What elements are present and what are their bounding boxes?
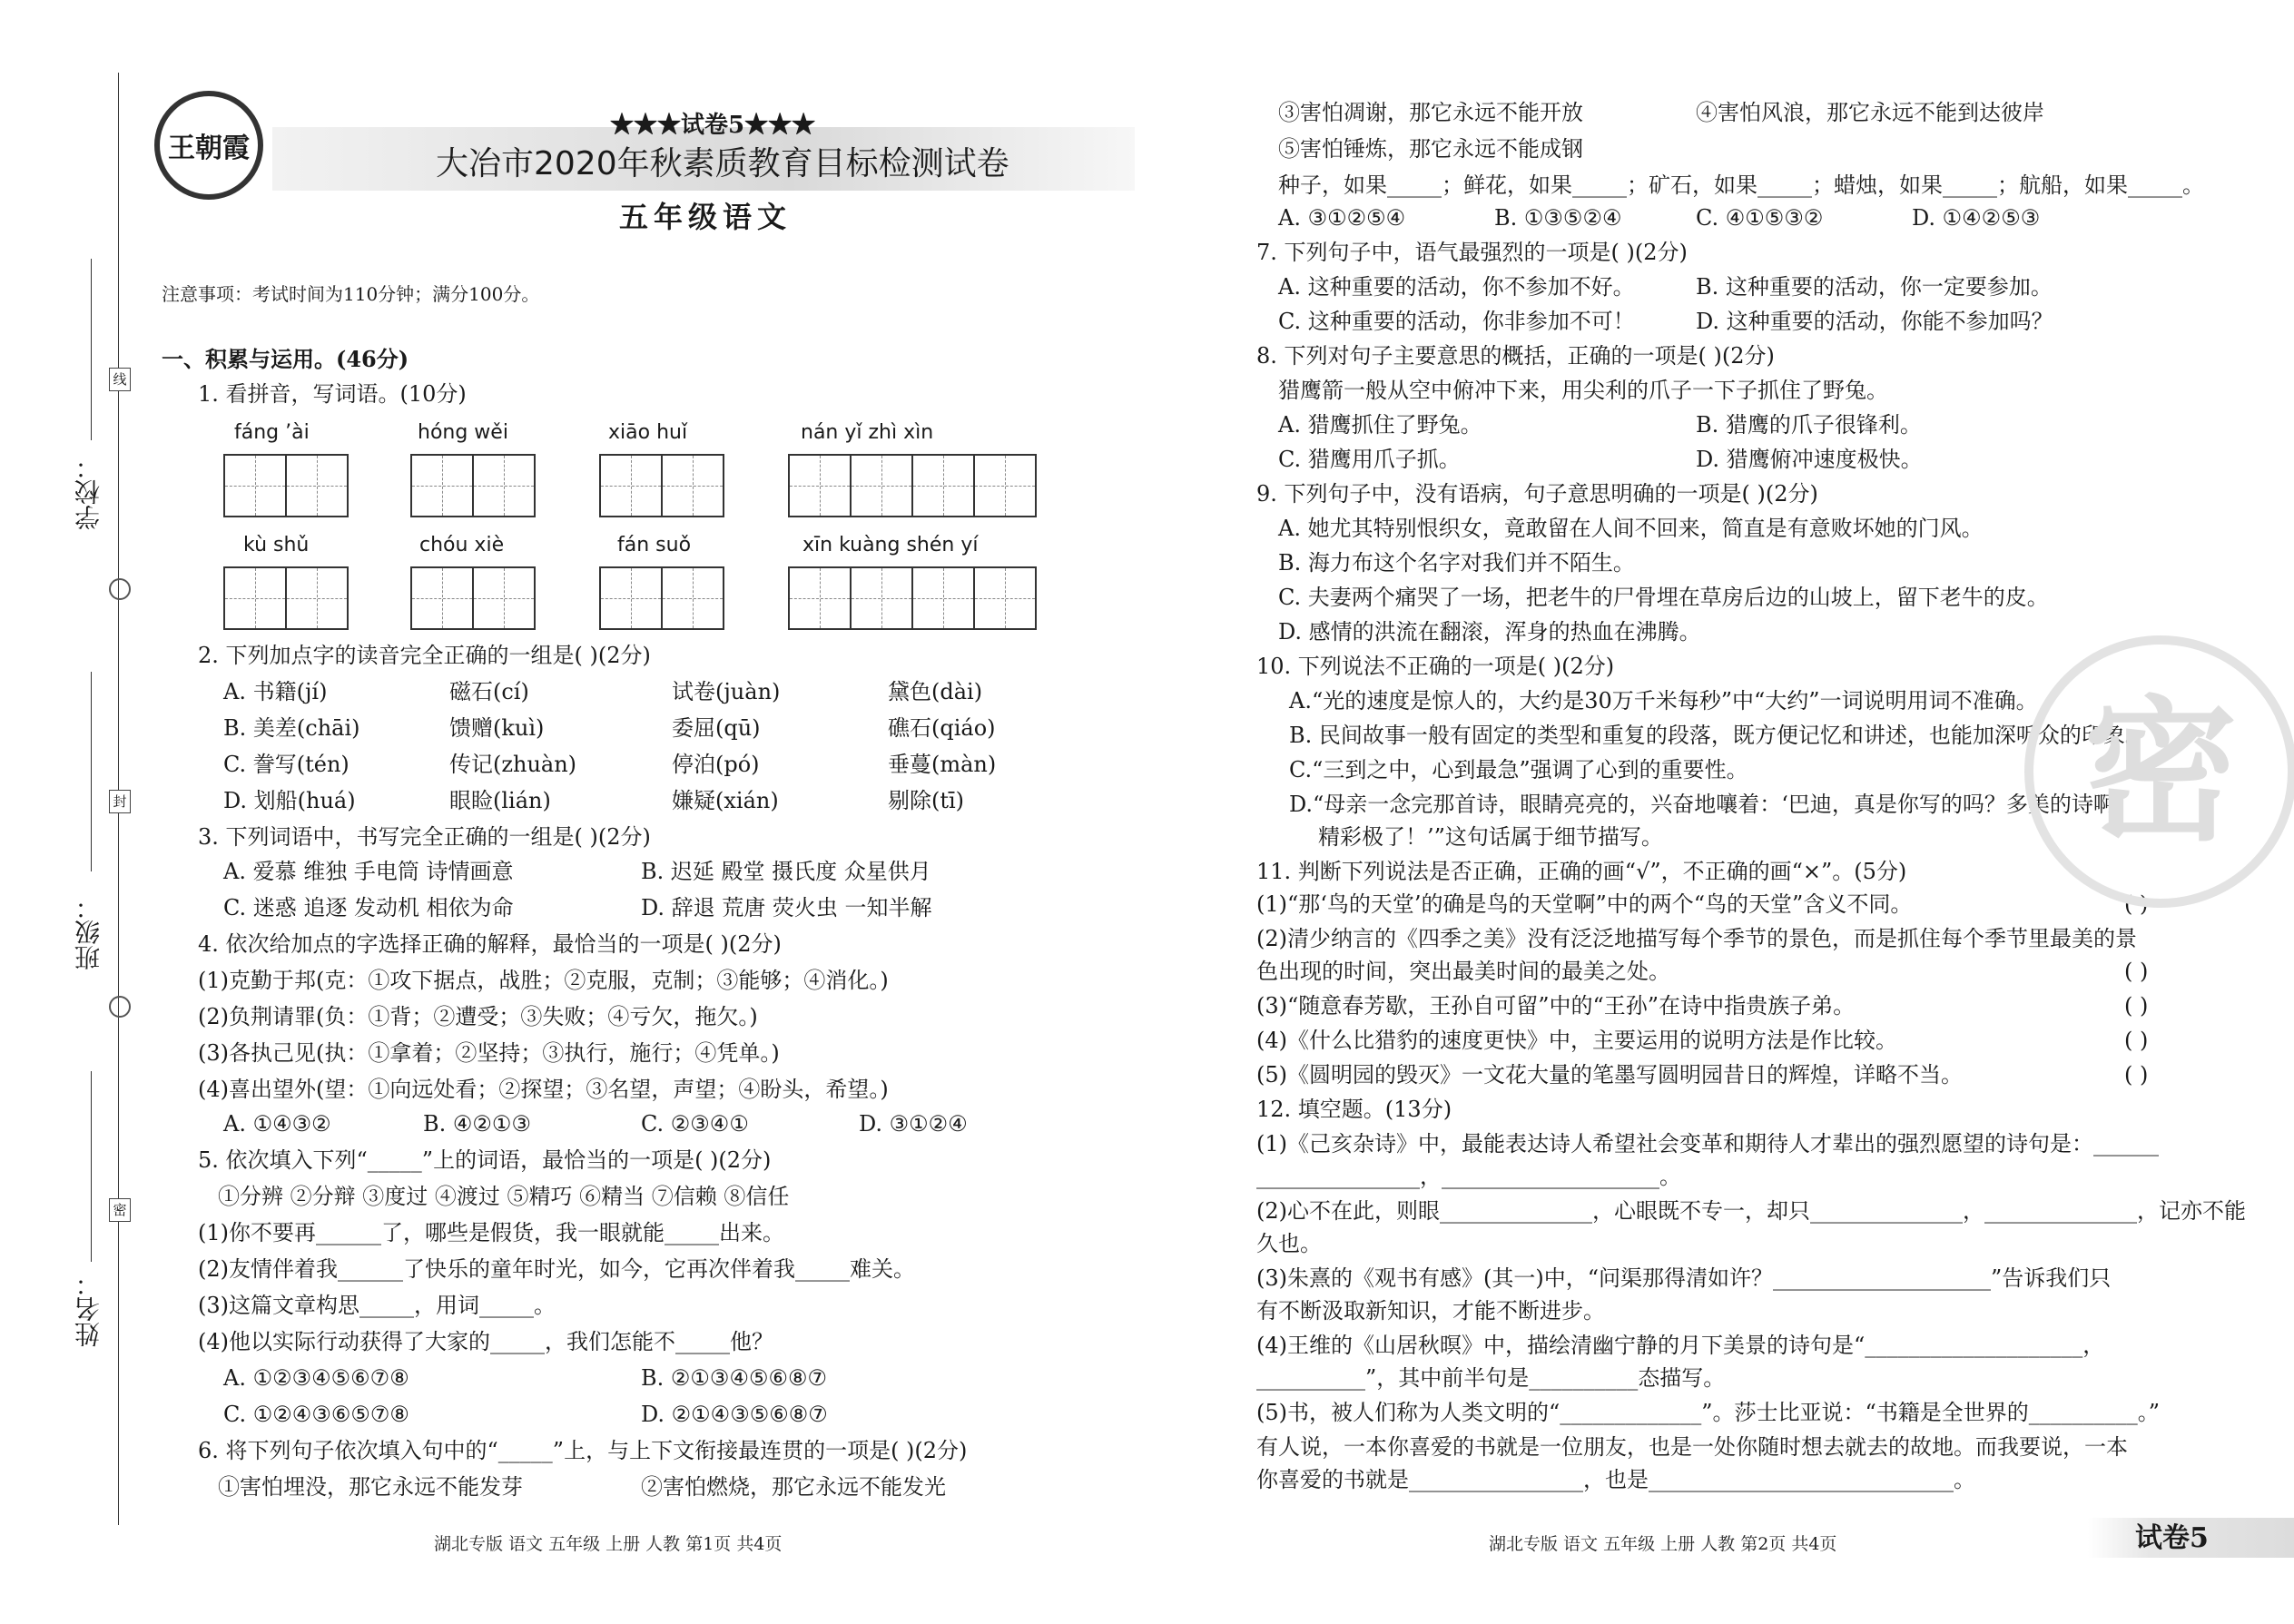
- school-field[interactable]: [91, 259, 92, 440]
- pinyin: fáng ’ài: [234, 421, 310, 444]
- answer-grid[interactable]: [410, 566, 536, 630]
- q2-option: 礁石(qiáo): [888, 715, 996, 741]
- q12-line[interactable]: _______________，____________________。: [1256, 1164, 1681, 1189]
- q11-bracket[interactable]: ( ): [2124, 1028, 2149, 1053]
- q2-option: A. 书籍(jí): [223, 679, 328, 704]
- q12-line[interactable]: (3)朱熹的《观书有感》(其一)中，“问渠那得清如许？____________________”告诉我们只: [1256, 1265, 2112, 1291]
- pinyin: hóng wěi: [418, 421, 508, 444]
- q12-line[interactable]: __________”，其中前半句是__________态描写。: [1256, 1365, 1726, 1391]
- q4-item: (2)负荆请罪(负：①背；②遭受；③失败；④亏欠，拖欠。): [198, 1004, 758, 1029]
- q6-sentence-5: ⑤害怕锤炼，那它永远不能成钢: [1278, 136, 1583, 162]
- q11-item: (3)“随意春芳歇，王孙自可留”中的“王孙”在诗中指贵族子弟。: [1256, 993, 1856, 1019]
- q2-option: C. 誊写(tén): [223, 752, 350, 777]
- q6-fill-sentence: 种子，如果_____；鲜花，如果_____；矿石，如果_____；蜡烛，如果_____；航船，如果_____。: [1278, 172, 2204, 198]
- q2-option: 嫌疑(xián): [672, 788, 779, 813]
- name-field[interactable]: [91, 1071, 92, 1262]
- q5-item: (1)你不要再______了，哪些是假货，我一眼就能_____出来。: [198, 1220, 784, 1245]
- school-label: 学校：: [74, 454, 103, 530]
- q11-bracket[interactable]: ( ): [2124, 1062, 2149, 1088]
- q2-title: 2. 下列加点字的读音完全正确的一组是( )(2分): [198, 643, 651, 668]
- pinyin: xīn kuàng shén yí: [802, 534, 979, 556]
- q9-option: B. 海力布这个名字对我们并不陌生。: [1278, 550, 1635, 576]
- q2-option: 停泊(pó): [672, 752, 760, 777]
- q11-item: (2)清少纳言的《四季之美》没有泛泛地描写每个季节的景色，而是抓住每个季节里最美的景: [1256, 926, 2137, 951]
- pinyin: kù shǔ: [243, 534, 310, 556]
- mark-feng: 封: [109, 790, 131, 813]
- q7-option-d: D. 这种重要的活动，你能不参加吗？: [1696, 309, 2053, 334]
- q2-option: 试卷(juàn): [672, 679, 781, 704]
- q11-bracket[interactable]: ( ): [2124, 891, 2149, 917]
- logo-text: 王朝霞: [168, 133, 250, 164]
- q2-option: 委屈(qū): [672, 715, 761, 741]
- q6-option: A. ③①②⑤④: [1278, 205, 1406, 231]
- q4-title: 4. 依次给加点的字选择正确的解释，最恰当的一项是( )(2分): [198, 931, 782, 957]
- footer-right: 湖北专版 语文 五年级 上册 人教 第2页 共4页: [1489, 1534, 1837, 1554]
- pinyin: nán yǐ zhì xìn: [801, 421, 934, 444]
- watermark-seal: [2024, 635, 2294, 908]
- q8-option-b: B. 猎鹰的爪子很锋利。: [1696, 412, 1922, 438]
- hole-icon: [109, 996, 131, 1018]
- answer-grid[interactable]: [788, 566, 1037, 630]
- hole-icon: [109, 578, 131, 600]
- mark-mi: 密: [109, 1198, 131, 1222]
- q4-item: (4)喜出望外(望：①向远处看；②探望；③名望，声望；④盼头，希望。): [198, 1077, 889, 1102]
- name-label: 姓名：: [74, 1271, 103, 1347]
- q12-line[interactable]: (1)《己亥杂诗》中，最能表达诗人希望社会变革和期待人才辈出的强烈愿望的诗句是：______: [1256, 1131, 2159, 1156]
- q8-option-a: A. 猎鹰抓住了野兔。: [1278, 412, 1482, 438]
- q4-option: B. ④②①③: [423, 1111, 531, 1137]
- q5-option-a: A. ①②③④⑤⑥⑦⑧: [223, 1365, 409, 1391]
- q12-line: 有人说，一本你喜爱的书就是一位朋友，也是一处你随时想去就去的故地。而我要说，一本: [1256, 1434, 2128, 1460]
- footer-tag: 试卷5: [2135, 1522, 2209, 1554]
- pinyin: chóu xiè: [419, 534, 505, 556]
- class-field[interactable]: [91, 672, 92, 871]
- q10-option-cont: 精彩极了！’”这句话属于细节描写。: [1318, 824, 1663, 850]
- q7-title: 7. 下列句子中，语气最强烈的一项是( )(2分): [1256, 240, 1688, 265]
- pinyin: xiāo huǐ: [608, 421, 688, 444]
- q5-words: ①分辨 ②分辩 ③度过 ④渡过 ⑤精巧 ⑥精当 ⑦信赖 ⑧信任: [218, 1184, 790, 1209]
- q12-line: 有不断汲取新知识，才能不断进步。: [1256, 1298, 1605, 1324]
- q5-item: (3)这篇文章构思_____，用词_____。: [198, 1293, 556, 1318]
- q3-title: 3. 下列词语中，书写完全正确的一组是( )(2分): [198, 824, 651, 850]
- mark-xian: 线: [109, 368, 131, 391]
- q2-option: 黛色(dài): [888, 679, 983, 704]
- q2-option: 眼睑(lián): [449, 788, 551, 813]
- q9-option: A. 她尤其特别恨织女，竟敢留在人间不回来，简直是有意败坏她的门风。: [1278, 516, 1984, 541]
- q2-option: D. 划船(huá): [223, 788, 356, 813]
- logo-seal: [154, 91, 263, 200]
- q10-option: D.“母亲一念完那首诗，眼睛亮亮的，兴奋地嚷着：‘巴迪，真是你写的吗？多美的诗啊！: [1289, 792, 2137, 817]
- q6-sentence-2: ②害怕燃烧，那它永远不能发光: [641, 1474, 946, 1500]
- page-subtitle: 五年级语文: [619, 200, 793, 234]
- q5-option-b: B. ②①③④⑤⑥⑧⑦: [641, 1365, 828, 1391]
- q9-option: C. 夫妻两个痛哭了一场，把老牛的尸骨埋在草房后边的山坡上，留下老牛的皮。: [1278, 585, 2049, 610]
- q12-line[interactable]: (2)心不在此，则眼______________，心眼既不专一，却只______________，______________，记亦不能: [1256, 1198, 2246, 1224]
- q11-bracket[interactable]: ( ): [2124, 993, 2149, 1019]
- q1-title: 1. 看拼音，写词语。(10分): [198, 381, 467, 407]
- answer-grid[interactable]: [223, 454, 349, 517]
- q4-item: (3)各执己见(执：①拿着；②坚持；③执行，施行；④凭单。): [198, 1040, 780, 1066]
- section-1-heading: 一、积累与运用。(46分): [162, 346, 409, 372]
- q8-option-c: C. 猎鹰用爪子抓。: [1278, 447, 1461, 472]
- q10-title: 10. 下列说法不正确的一项是( )(2分): [1256, 654, 1615, 679]
- q4-option: C. ②③④①: [641, 1111, 749, 1137]
- q3-option-a: A. 爱慕 维独 手电筒 诗情画意: [223, 859, 514, 884]
- q4-item: (1)克勤于邦(克：①攻下据点，战胜；②克服，克制；③能够；④消化。): [198, 968, 889, 993]
- q2-option: 磁石(cí): [449, 679, 529, 704]
- q12-line[interactable]: (4)王维的《山居秋暝》中，描绘清幽宁静的月下美景的诗句是“____________________，: [1256, 1333, 2105, 1358]
- q10-option: C.“三到之中，心到最急”强调了心到的重要性。: [1289, 757, 1748, 782]
- q7-option-a: A. 这种重要的活动，你不参加不好。: [1278, 274, 1635, 300]
- q6-sentence-3: ③害怕凋谢，那它永远不能开放: [1278, 100, 1583, 125]
- q11-item: (4)《什么比猎豹的速度更快》中，主要运用的说明方法是作比较。: [1256, 1028, 1897, 1053]
- footer-left: 湖北专版 语文 五年级 上册 人教 第1页 共4页: [434, 1534, 783, 1554]
- q6-option: C. ④①⑤③②: [1696, 205, 1824, 231]
- notice: 注意事项：考试时间为110分钟；满分100分。: [162, 283, 540, 305]
- q6-sentence-4: ④害怕风浪，那它永远不能到达彼岸: [1696, 100, 2044, 125]
- q5-option-d: D. ②①④③⑤⑥⑧⑦: [641, 1402, 828, 1427]
- watermark-text: 密: [2082, 681, 2238, 862]
- answer-grid[interactable]: [223, 566, 349, 630]
- q5-item: (2)友情伴着我______了快乐的童年时光，如今，它再次伴着我_____难关。: [198, 1256, 915, 1282]
- pinyin: fán suǒ: [617, 534, 692, 556]
- q2-option: 馈赠(kuì): [449, 715, 545, 741]
- q8-option-d: D. 猎鹰俯冲速度极快。: [1696, 447, 1923, 472]
- q5-item: (4)他以实际行动获得了大家的_____，我们怎能不_____他？: [198, 1329, 773, 1354]
- q3-option-c: C. 迷惑 追逐 发动机 相依为命: [223, 895, 514, 920]
- q4-option: D. ③①②④: [859, 1111, 968, 1137]
- answer-grid[interactable]: [599, 566, 724, 630]
- q10-option: A.“光的速度是惊人的，大约是30万千米每秒”中“大约”一词说明用词不准确。: [1289, 688, 2038, 714]
- q7-option-c: C. 这种重要的活动，你非参加不可！: [1278, 309, 1635, 334]
- class-label: 班级：: [74, 894, 103, 970]
- q11-item: (5)《圆明园的毁灭》一文花大量的笔墨写圆明园昔日的辉煌，详略不当。: [1256, 1062, 1963, 1088]
- q11-title: 11. 判断下列说法是否正确，正确的画“√”，不正确的画“×”。(5分): [1256, 859, 1907, 884]
- q6-title: 6. 将下列句子依次填入句中的“_____”上，与上下文衔接最连贯的一项是( )(2分): [198, 1438, 968, 1463]
- q11-bracket[interactable]: ( ): [2124, 959, 2149, 984]
- q3-option-b: B. 迟延 殿堂 摄氏度 众星供月: [641, 859, 931, 884]
- q2-option: 剔除(tī): [888, 788, 965, 813]
- answer-grid[interactable]: [788, 454, 1037, 517]
- q6-sentence-1: ①害怕埋没，那它永远不能发芽: [218, 1474, 523, 1500]
- q6-option: D. ①④②⑤③: [1912, 205, 2041, 231]
- q2-option: 垂蔓(màn): [888, 752, 997, 777]
- q12-title: 12. 填空题。(13分): [1256, 1097, 1452, 1122]
- q11-item-cont: 色出现的时间，突出最美时间的最美之处。: [1256, 959, 1670, 984]
- q12-line: 久也。: [1256, 1231, 1322, 1256]
- q12-line[interactable]: (5)书，被人们称为人类文明的“_____________”。莎士比亚说：“书籍是全世界的__________。”: [1256, 1400, 2161, 1425]
- q10-option: B. 民间故事一般有固定的类型和重复的段落，既方便记忆和讲述，也能加深听众的印象。: [1289, 723, 2147, 748]
- q8-sentence: 猎鹰箭一般从空中俯冲下来，用尖利的爪子一下子抓住了野兔。: [1278, 378, 1888, 403]
- page-title: 大冶市2020年秋素质教育目标检测试卷: [436, 145, 1009, 182]
- q7-option-b: B. 这种重要的活动，你一定要参加。: [1696, 274, 2053, 300]
- q9-option: D. 感情的洪流在翻滚，浑身的热血在沸腾。: [1278, 619, 1701, 645]
- q4-option: A. ①④③②: [223, 1111, 331, 1137]
- q3-option-d: D. 辞退 荒唐 荧火虫 一知半解: [641, 895, 932, 920]
- answer-grid[interactable]: [410, 454, 536, 517]
- answer-grid[interactable]: [599, 454, 724, 517]
- q5-title: 5. 依次填入下列“_____”上的词语，最恰当的一项是( )(2分): [198, 1147, 772, 1173]
- paper-tag: ★★★试卷5★★★: [610, 112, 816, 139]
- q6-option: B. ①③⑤②④: [1494, 205, 1622, 231]
- q12-line[interactable]: 你喜爱的书就是________________，也是____________________________。: [1256, 1467, 1975, 1492]
- q2-option: B. 美差(chāi): [223, 715, 360, 741]
- q8-title: 8. 下列对句子主要意思的概括，正确的一项是( )(2分): [1256, 343, 1775, 369]
- q11-item: (1)“那‘鸟的天堂’的确是鸟的天堂啊”中的两个“鸟的天堂”含义不同。: [1256, 891, 1913, 917]
- q5-option-c: C. ①②④③⑥⑤⑦⑧: [223, 1402, 409, 1427]
- q9-title: 9. 下列句子中，没有语病，句子意思明确的一项是( )(2分): [1256, 481, 1818, 507]
- q2-option: 传记(zhuàn): [449, 752, 577, 777]
